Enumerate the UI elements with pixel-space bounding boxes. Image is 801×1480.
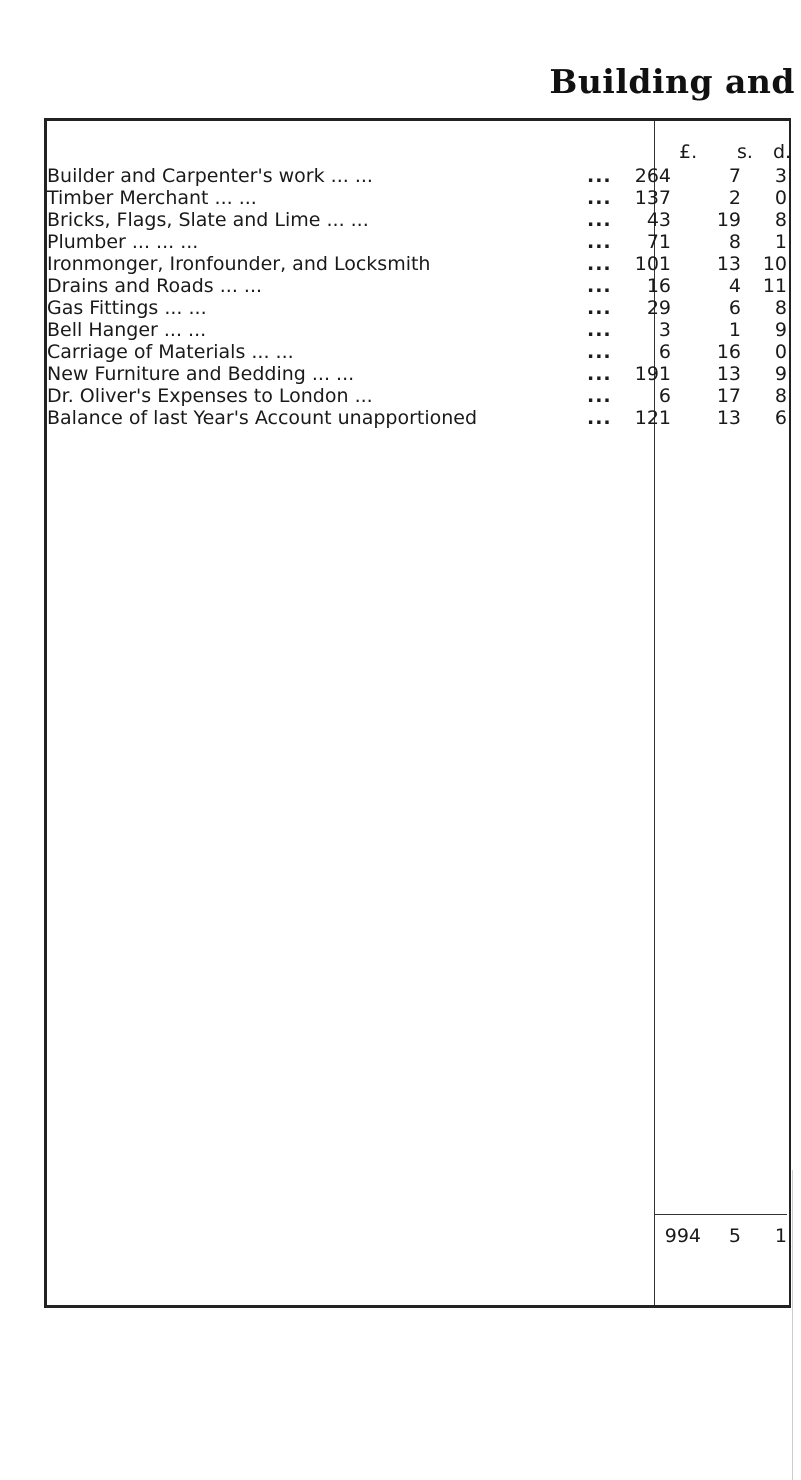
leader-dots: ... <box>587 253 612 275</box>
row-label: Bell Hanger ... ... <box>47 319 207 341</box>
leader-dots: ... <box>587 187 612 209</box>
row-pence: 3 <box>774 165 787 187</box>
row-pence: 8 <box>774 209 787 231</box>
row-pounds: 3 <box>658 319 671 341</box>
leader-dots: ... <box>587 209 612 231</box>
row-shillings: 13 <box>716 253 741 275</box>
row-shillings: 17 <box>716 385 741 407</box>
leader-dots: ... <box>587 407 612 429</box>
pounds-header: £. <box>679 141 698 163</box>
row-pounds: 264 <box>634 165 671 187</box>
leader-dots: ... <box>587 275 612 297</box>
row-pounds: 16 <box>646 275 671 297</box>
row-shillings: 13 <box>716 407 741 429</box>
row-pounds: 29 <box>646 297 671 319</box>
row-pence: 0 <box>774 341 787 363</box>
row-pence: 9 <box>774 319 787 341</box>
row-label: Gas Fittings ... ... <box>47 297 207 319</box>
row-pounds: 6 <box>658 385 671 407</box>
row-label: Dr. Oliver's Expenses to London ... <box>47 385 373 407</box>
row-pence: 1 <box>774 231 787 253</box>
row-shillings: 16 <box>716 341 741 363</box>
row-pence: 10 <box>762 253 787 275</box>
row-pence: 0 <box>774 187 787 209</box>
table-row <box>47 341 789 363</box>
page-header-title: Building and <box>549 62 795 101</box>
row-pence: 9 <box>774 363 787 385</box>
row-label: Carriage of Materials ... ... <box>47 341 294 363</box>
row-shillings: 8 <box>728 231 741 253</box>
row-pounds: 101 <box>634 253 671 275</box>
total-pence: 1 <box>774 1225 787 1247</box>
leader-dots: ... <box>587 341 612 363</box>
row-label: Plumber ... ... ... <box>47 231 199 253</box>
row-pounds: 121 <box>634 407 671 429</box>
total-shillings: 5 <box>728 1225 741 1247</box>
row-pounds: 6 <box>658 341 671 363</box>
row-pence: 11 <box>762 275 787 297</box>
row-shillings: 4 <box>728 275 741 297</box>
total-row <box>655 1225 789 1251</box>
table-row <box>47 275 789 297</box>
row-pence: 6 <box>774 407 787 429</box>
total-rule <box>655 1214 787 1215</box>
table-row <box>47 363 789 385</box>
row-shillings: 6 <box>728 297 741 319</box>
leader-dots: ... <box>587 297 612 319</box>
table-row <box>47 407 789 429</box>
row-label: Balance of last Year's Account unapportioned <box>47 407 478 429</box>
expense-rows <box>47 165 789 429</box>
table-row <box>47 253 789 275</box>
leader-dots: ... <box>587 363 612 385</box>
leader-dots: ... <box>587 385 612 407</box>
total-pounds: 994 <box>664 1225 701 1247</box>
currency-column-headers <box>655 141 792 167</box>
row-label: Timber Merchant ... ... <box>47 187 257 209</box>
row-shillings: 2 <box>728 187 741 209</box>
shillings-header: s. <box>737 141 753 163</box>
row-shillings: 19 <box>716 209 741 231</box>
pence-header: d. <box>773 141 792 163</box>
row-shillings: 13 <box>716 363 741 385</box>
row-label: Ironmonger, Ironfounder, and Locksmith <box>47 253 431 275</box>
row-label: Builder and Carpenter's work ... ... <box>47 165 373 187</box>
row-pence: 8 <box>774 385 787 407</box>
row-label: Bricks, Flags, Slate and Lime ... ... <box>47 209 369 231</box>
row-pounds: 71 <box>646 231 671 253</box>
row-label: New Furniture and Bedding ... ... <box>47 363 355 385</box>
table-row <box>47 319 789 341</box>
row-pounds: 43 <box>646 209 671 231</box>
leader-dots: ... <box>587 231 612 253</box>
table-row <box>47 165 789 187</box>
table-row <box>47 209 789 231</box>
table-row <box>47 385 789 407</box>
leader-dots: ... <box>587 165 612 187</box>
table-row <box>47 187 789 209</box>
expense-table <box>44 118 791 1308</box>
row-pounds: 191 <box>634 363 671 385</box>
leader-dots: ... <box>587 319 612 341</box>
row-pounds: 137 <box>634 187 671 209</box>
row-pence: 8 <box>774 297 787 319</box>
row-shillings: 1 <box>728 319 741 341</box>
table-row <box>47 297 789 319</box>
row-label: Drains and Roads ... ... <box>47 275 263 297</box>
table-row <box>47 231 789 253</box>
row-shillings: 7 <box>728 165 741 187</box>
page-edge-mark <box>792 1170 799 1480</box>
